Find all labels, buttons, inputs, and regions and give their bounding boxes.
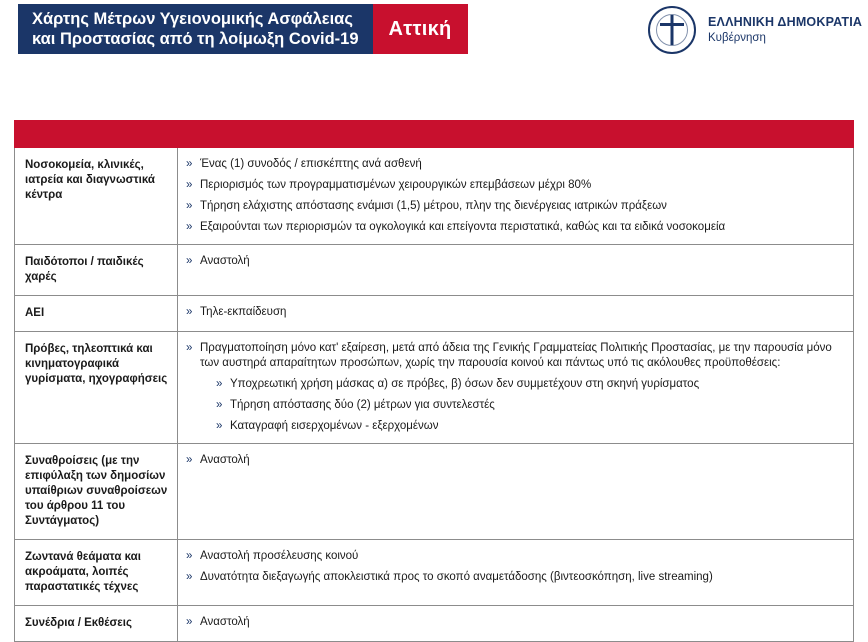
measure-list xyxy=(186,453,845,468)
row-description xyxy=(178,296,854,332)
government-text xyxy=(708,15,862,46)
row-description xyxy=(178,245,854,296)
table-row xyxy=(15,332,854,444)
measure-list xyxy=(186,305,845,320)
list-item xyxy=(186,341,845,434)
list-item: » Αναστολή xyxy=(186,453,845,468)
measure-list xyxy=(186,157,845,235)
row-category: Συναθροίσεις (με την επιφύλαξη των δημοσίων υπαίθριων συναθροίσεων του άρθρου 11 του Συντάγματος) xyxy=(15,444,178,540)
title-line-2: και Προστασίας από τη λοίμωξη Covid-19 xyxy=(32,30,359,48)
measure-list xyxy=(186,341,845,434)
list-item: » Τηλε-εκπαίδευση xyxy=(186,305,845,320)
list-item: » Δυνατότητα διεξαγωγής αποκλειστικά προς το σκοπό αναμετάδοσης (βιντεοσκόπηση, live streaming) xyxy=(186,570,845,585)
table-row xyxy=(15,148,854,245)
row-category: Παιδότοποι / παιδικές χαρές xyxy=(15,245,178,296)
row-category: Πρόβες, τηλεοπτικά και κινηματογραφικά γυρίσματα, ηχογραφήσεις xyxy=(15,332,178,444)
row-description xyxy=(178,444,854,540)
table-row xyxy=(15,296,854,332)
row-category: Ζωντανά θεάματα και ακροάματα, λοιπές παραστατικές τέχνες xyxy=(15,540,178,606)
table-header-category xyxy=(15,121,178,148)
government-title: ΕΛΛΗΝΙΚΗ ΔΗΜΟΚΡΑΤΙΑ xyxy=(708,14,863,29)
table-header-row xyxy=(15,121,854,148)
measure-sublist xyxy=(200,377,845,434)
measure-list xyxy=(186,549,845,585)
row-category: ΑΕΙ xyxy=(15,296,178,332)
government-subtitle: Κυβέρνηση xyxy=(708,32,766,45)
table-row xyxy=(15,540,854,606)
sub-list-item: » Υποχρεωτική χρήση μάσκας α) σε πρόβες, β) όσων δεν συμμετέχουν στη σκηνή γυρίσματος xyxy=(216,377,845,392)
sub-list-item: » Καταγραφή εισερχομένων - εξερχομένων xyxy=(216,419,845,434)
measures-table xyxy=(14,120,854,642)
sub-list-item: » Τήρηση απόστασης δύο (2) μέτρων για συντελεστές xyxy=(216,398,845,413)
row-category: Νοσοκομεία, κλινικές, ιατρεία και διαγνωστικά κέντρα xyxy=(15,148,178,245)
row-description xyxy=(178,606,854,642)
list-item: » Ένας (1) συνοδός / επισκέπτης ανά ασθενή xyxy=(186,157,845,172)
title-block xyxy=(18,4,468,54)
measures-table-wrapper xyxy=(14,120,854,642)
list-item: » Αναστολή xyxy=(186,254,845,269)
list-item: » Αναστολή προσέλευσης κοινού xyxy=(186,549,845,564)
row-category: Συνέδρια / Εκθέσεις xyxy=(15,606,178,642)
table-header-description xyxy=(178,121,854,148)
list-item: » Τήρηση ελάχιστης απόστασης ενάμισι (1,5) μέτρου, πλην της διενέργειας ιατρικών πράξεων xyxy=(186,199,845,214)
table-row xyxy=(15,245,854,296)
list-item: » Αναστολή xyxy=(186,615,845,630)
government-branding xyxy=(648,6,862,54)
table-row xyxy=(15,444,854,540)
row-description xyxy=(178,332,854,444)
row-description xyxy=(178,148,854,245)
page-header xyxy=(0,0,868,58)
greek-republic-emblem-icon xyxy=(648,6,696,54)
table-row xyxy=(15,606,854,642)
list-item: » Εξαιρούνται των περιορισμών τα ογκολογικά και επείγοντα περιστατικά, καθώς και τα ειδικά νοσοκομεία xyxy=(186,220,845,235)
title-banner xyxy=(18,4,373,54)
list-item: » Περιορισμός των προγραμματισμένων χειρουργικών επεμβάσεων μέχρι 80% xyxy=(186,178,845,193)
title-line-1: Χάρτης Μέτρων Υγειονομικής Ασφάλειας xyxy=(32,10,353,28)
row-description xyxy=(178,540,854,606)
list-item-text: Πραγματοποίηση μόνο κατ' εξαίρεση, μετά από άδεια της Γενικής Γραμματείας Πολιτικής Προστασίας, με την παρουσία μόνο των αυστηρά απαραίτητων προσώπων, χωρίς την παρουσία κοινού και πάντως υπό τις ακόλουθες προϋποθέσεις: xyxy=(200,342,832,369)
measure-list xyxy=(186,254,845,269)
region-badge: Αττική xyxy=(373,4,468,54)
measure-list xyxy=(186,615,845,630)
emblem-inner-ring-icon xyxy=(656,14,688,46)
